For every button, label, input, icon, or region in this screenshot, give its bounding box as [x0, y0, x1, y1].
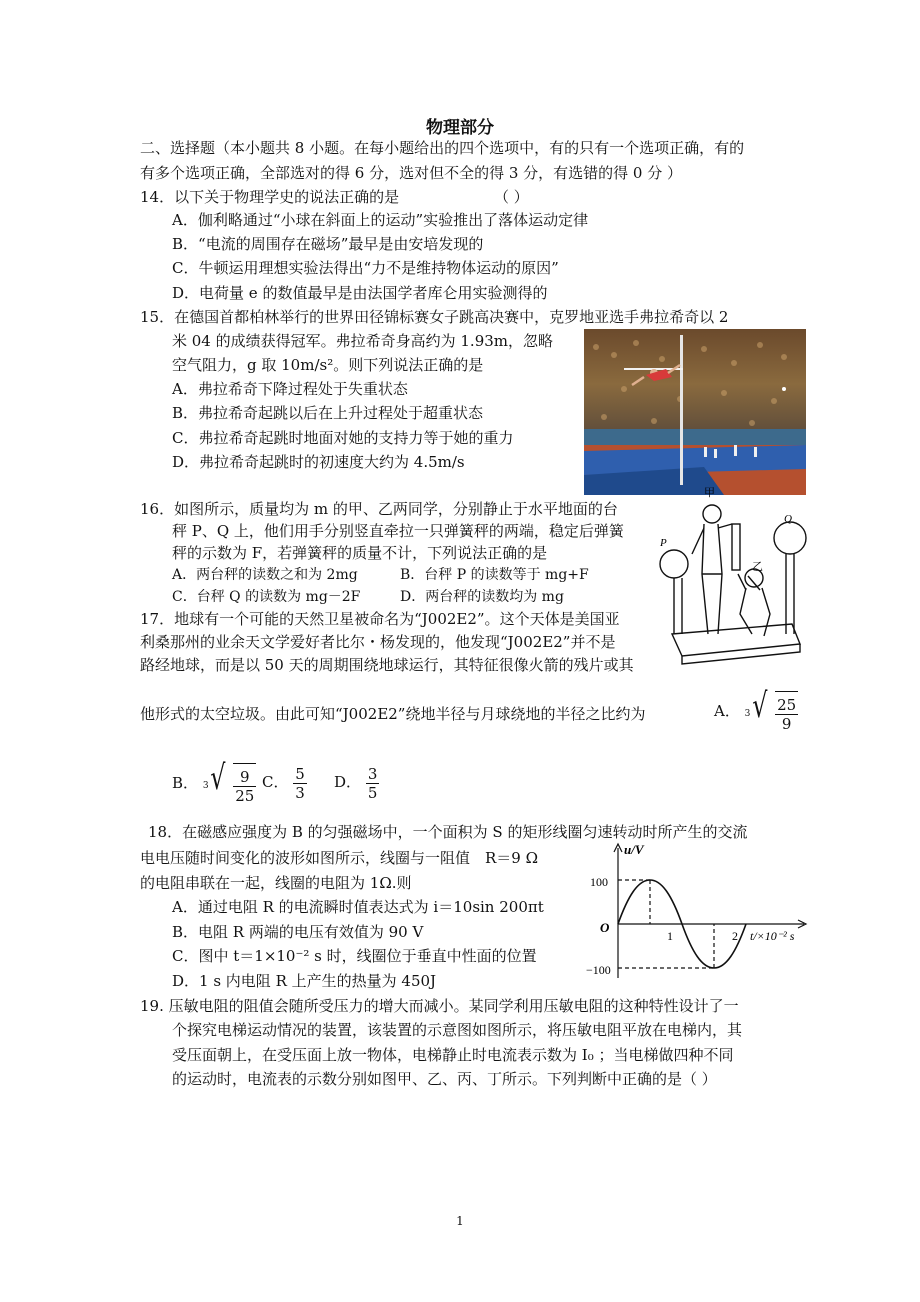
q17-option-d-den: 5 — [367, 783, 378, 802]
q18-option-a: A．通过电阻 R 的电流瞬时值表达式为 i＝10sin 200πt — [172, 898, 544, 916]
q15-line-2: 米 04 的成绩获得冠军。弗拉希奇身高约为 1.93m，忽略 — [172, 332, 554, 350]
q16-line-2: 秤 P、Q 上，他们用手分别竖直牵拉一只弹簧秤的两端，稳定后弹簧 — [172, 522, 624, 540]
q16-line-3: 秤的示数为 F，若弹簧秤的质量不计，下列说法正确的是 — [172, 544, 548, 562]
q19-line-1: 19. 压敏电阻的阻值会随所受压力的增大而减小。某同学利用压敏电阻的这种特性设计了一 — [140, 997, 739, 1015]
y-axis-label: u/V — [624, 842, 644, 857]
q17-line-2: 利桑那州的业余天文学爱好者比尔・杨发现的，他发现“J002E2”并不是 — [140, 633, 616, 651]
q18-line-3: 的电阻串联在一起，线圈的电阻为 1Ω.则 — [140, 874, 412, 892]
x-tick-2: 2 — [732, 929, 738, 943]
q17-option-b-root-index: 3 — [202, 781, 209, 791]
q17-option-b — [172, 760, 256, 808]
voltage-waveform-graph — [584, 840, 816, 985]
high-jump-photo — [584, 329, 806, 495]
label-yi: 乙 — [752, 561, 763, 573]
q17-option-d-num: 3 — [367, 764, 378, 783]
q15-line-3: 空气阻力，g 取 10m/s²。则下列说法正确的是 — [172, 356, 484, 374]
q17-option-b-label: B． — [172, 773, 199, 792]
page-title: 物理部分 — [426, 118, 494, 138]
q17-option-b-den: 25 — [235, 787, 255, 805]
q18-option-b: B．电阻 R 两端的电压有效值为 90 V — [172, 923, 424, 941]
q17-option-a-den: 9 — [781, 715, 792, 733]
q17-option-a-label: A． — [714, 701, 740, 720]
x-axis-label: t/×10⁻² s — [750, 929, 795, 943]
section-intro-line-2: 有多个选项正确，全部选对的得 6 分，选对但不全的得 3 分，有选错的得 0 分 ） — [140, 164, 683, 182]
q16-option-a: A．两台秤的读数之和为 2mg — [172, 567, 358, 583]
q18-option-d: D．1 s 内电阻 R 上产生的热量为 450J — [172, 972, 437, 990]
origin-label: O — [600, 920, 610, 935]
q14-answer-bracket: （ ） — [494, 188, 529, 206]
q17-line-3: 路经地球，而是以 50 天的周期围绕地球运行，其特征很像火箭的残片或其 — [140, 656, 634, 674]
label-q: Q — [784, 513, 792, 525]
q14-stem: 14．以下关于物理学史的说法正确的是 — [140, 188, 400, 206]
q16-option-d: D．两台秤的读数均为 mg — [400, 589, 564, 605]
y-tick-100: 100 — [590, 875, 608, 889]
q17-option-c-den: 3 — [295, 783, 305, 802]
q17-option-d — [334, 760, 379, 804]
q16-option-b: B．台秤 P 的读数等于 mg+F — [400, 567, 589, 583]
label-jia: 甲 — [704, 487, 715, 499]
page-number: 1 — [456, 1214, 464, 1228]
q19-line-3: 受压面朝上，在受压面上放一物体，电梯静止时电流表示数为 I₀ ；当电梯做四种不同 — [172, 1046, 734, 1064]
q14-option-b: B．“电流的周围存在磁场”最早是由安培发现的 — [172, 235, 484, 253]
q15-option-b: B．弗拉希奇起跳以后在上升过程处于超重状态 — [172, 404, 484, 422]
q17-line-1: 17．地球有一个可能的天然卫星被命名为“J002E2”。这个天体是美国亚 — [140, 610, 620, 628]
q18-line-2: 电电压随时间变化的波形如图所示，线圈与一阻值 R＝9 Ω — [140, 849, 539, 867]
x-tick-1: 1 — [667, 929, 673, 943]
q16-line-1: 16．如图所示，质量均为 m 的甲、乙两同学，分别静止于水平地面的台 — [140, 500, 618, 518]
q14-option-d: D．电荷量 e 的数值最早是由法国学者库仑用实验测得的 — [172, 284, 548, 302]
q14-option-c: C．牛顿运用理想实验法得出“力不是维持物体运动的原因” — [172, 259, 559, 277]
q17-option-a-num: 25 — [777, 696, 797, 714]
q17-option-a-radical: 3 √ $\frac{25}{9}$ — [745, 688, 799, 736]
q17-line-4: 他形式的太空垃圾。由此可知“J002E2”绕地半径与月球绕地的半径之比约为 — [140, 705, 646, 723]
q19-line-4: 的运动时，电流表的示数分别如图甲、乙、丙、丁所示。下列判断中正确的是（ ） — [172, 1070, 717, 1088]
q15-option-c: C．弗拉希奇起跳时地面对她的支持力等于她的重力 — [172, 429, 514, 447]
q18-option-c: C．图中 t＝1×10⁻² s 时，线圈位于垂直中性面的位置 — [172, 947, 537, 965]
q17-option-b-radical: 3 √ $\frac{9}{25}$ — [203, 760, 257, 808]
q17-option-c-num: 5 — [295, 764, 305, 783]
q17-option-a-root-index: 3 — [744, 709, 751, 719]
q15-option-a: A．弗拉希奇下降过程处于失重状态 — [172, 380, 408, 398]
q17-option-c — [262, 760, 307, 804]
q16-option-c: C．台秤 Q 的读数为 mg－2F — [172, 589, 361, 605]
q17-option-b-num: 9 — [233, 768, 256, 787]
spring-scale-figure — [652, 484, 812, 670]
y-tick-minus-100: −100 — [586, 963, 611, 977]
q17-option-a — [714, 688, 798, 736]
q18-line-1: 18．在磁感应强度为 B 的匀强磁场中，一个面积为 S 的矩形线圈匀速转动时所产生的交流 — [148, 823, 748, 841]
label-p: P — [660, 537, 667, 549]
q15-option-d: D．弗拉希奇起跳时的初速度大约为 4.5m/s — [172, 453, 465, 471]
q17-option-c-label: C． — [262, 773, 289, 791]
q19-line-2: 个探究电梯运动情况的装置，该装置的示意图如图所示，将压敏电阻平放在电梯内，其 — [172, 1021, 743, 1039]
q15-line-1: 15．在德国首都柏林举行的世界田径锦标赛女子跳高决赛中，克罗地亚选手弗拉希奇以 2 — [140, 308, 729, 326]
q17-option-d-label: D． — [334, 773, 362, 791]
section-intro-line-1: 二、选择题（本小题共 8 小题。在每小题给出的四个选项中，有的只有一个选项正确，有的 — [140, 139, 745, 157]
q14-option-a: A．伽利略通过“小球在斜面上的运动”实验推出了落体运动定律 — [172, 211, 589, 229]
